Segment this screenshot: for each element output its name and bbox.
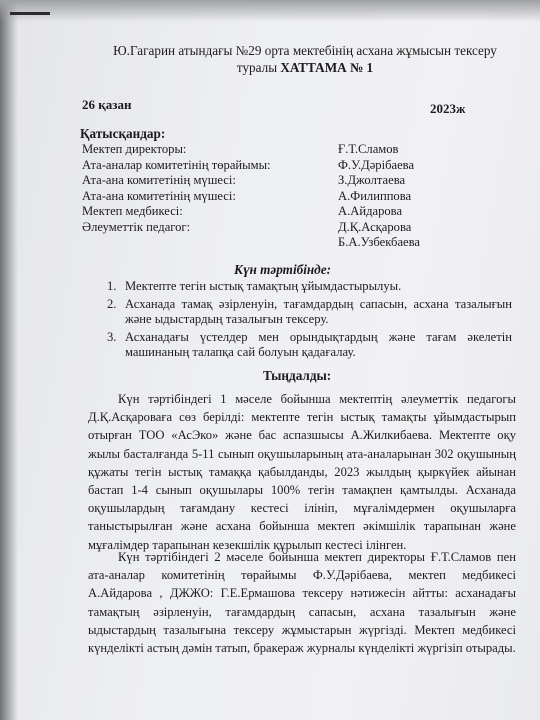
agenda-item-number: 2.	[107, 296, 117, 311]
title-line-1: Ю.Гагарин атындағы №29 орта мектебінің асхана жұмысын тексеру	[113, 43, 497, 58]
agenda-item-text: Асханада тамақ әзірленуін, тағамдардың сапасын, асхана тазалығын және ыдыстардың тазалығын тексеру.	[125, 296, 512, 327]
participants-list	[80, 142, 520, 251]
participant-row	[80, 235, 520, 251]
participant-name: А.Айдарова	[338, 204, 403, 218]
participant-row	[80, 158, 520, 174]
agenda-item	[107, 330, 512, 361]
participant-role: Ата-ана комитетінің мүшесі:	[82, 188, 236, 203]
participant-name: З.Джолтаева	[338, 173, 406, 187]
date-year: 2023ж	[430, 101, 466, 116]
participant-role: Ата-аналар комитетінің төрайымы:	[82, 157, 271, 172]
agenda-item	[107, 297, 512, 328]
body-paragraph-1: Күн тәртібіндегі 1 мәселе бойынша мектептің әлеуметтік педагогы Д.Қ.Асқароваға сөз берілді: мектепте тегін ыстық тамақты ұйымдастырып отырған ТОО «АсЭко» және бас аспазшысы А.Жилкибаева. Мектепте оқу жылы басталғанда 5-11 сынып оқушыларының ата-аналарынан 302 оқушының құжаты тегін ыстық тамаққа қабылданды, 2023 жылдың қыркүйек айынан бастап 1-4 сынып оқушылары 100% тегін тамақпен қамтылды. Асханада оқушылардың тағамдану кестесі ілініп, мұғалімдермен оқушыларға таныстырылған және асхана бойынша мектеп әкімшілік тарапынан және мұғалімдер тарапынан кезекшілік құрылып кестесі ілінген.	[88, 392, 516, 552]
corner-dash-mark	[10, 12, 50, 15]
document-title	[100, 42, 510, 76]
participant-name: А.Филиппова	[338, 188, 412, 203]
agenda-item-number: 1.	[107, 279, 117, 293]
body-paragraph-2: Күн тәртібіндегі 2 мәселе бойынша мектеп директоры Ғ.Т.Сламов пен ата-аналар комитетінің төрайымы Ф.У.Дәрібаева, мектеп медбикесі А.Айдарова , ДЖЖО: Г.Е.Ермашова тексеру нәтижесін айтты: асханадағы тамақтың әзірленуін, тағамдардың сапасын, асхана тазалығын және ыдыстардың тазалығына тексеру жұмыстарын жүргізді. Мектеп медбикесі күнделікті астың дәмін татып, бракераж журналы күнделікті жүргізіп отырады.	[88, 550, 516, 656]
participant-role: Мектеп директоры:	[82, 142, 187, 156]
participant-row	[80, 204, 520, 220]
agenda-item	[107, 279, 512, 295]
participant-row	[80, 189, 520, 205]
agenda-item-text: Мектепте тегін ыстық тамақтың ұйымдастырылуы.	[125, 279, 402, 293]
participant-role: Мектеп медбикесі:	[82, 204, 183, 218]
participant-role: Әлеуметтік педагог:	[82, 219, 191, 234]
agenda-list	[107, 279, 512, 363]
participant-row	[80, 142, 520, 158]
agenda-heading: Күн тәртібінде:	[234, 262, 331, 277]
page-top-shadow	[0, 0, 540, 22]
agenda-item-number: 3.	[107, 329, 117, 344]
participant-name: Ф.У.Дәрібаева	[338, 157, 415, 172]
title-line-2-prefix: туралы	[236, 60, 281, 75]
title-protocol-number: ХАТТАМА № 1	[280, 60, 374, 75]
participant-name: Б.А.Узбекбаева	[338, 235, 420, 249]
participant-row	[80, 173, 520, 189]
agenda-item-text: Асханадағы үстелдер мен орындықтардың және тағам әкелетін машинаның талапқа сай болуын қадағалау.	[125, 329, 512, 360]
participant-row	[80, 220, 520, 236]
participant-role: Ата-ана комитетінің мүшесі:	[82, 173, 236, 187]
title-line-2	[100, 59, 510, 76]
participants-heading: Қатысқандар:	[80, 126, 166, 141]
participant-name: Ғ.Т.Сламов	[338, 142, 399, 156]
listened-heading: Тыңдалды:	[263, 368, 332, 383]
date-day-month: 26 қазан	[82, 97, 132, 112]
page-edge-shadow	[0, 0, 18, 720]
participant-name: Д.Қ.Асқарова	[338, 219, 412, 234]
